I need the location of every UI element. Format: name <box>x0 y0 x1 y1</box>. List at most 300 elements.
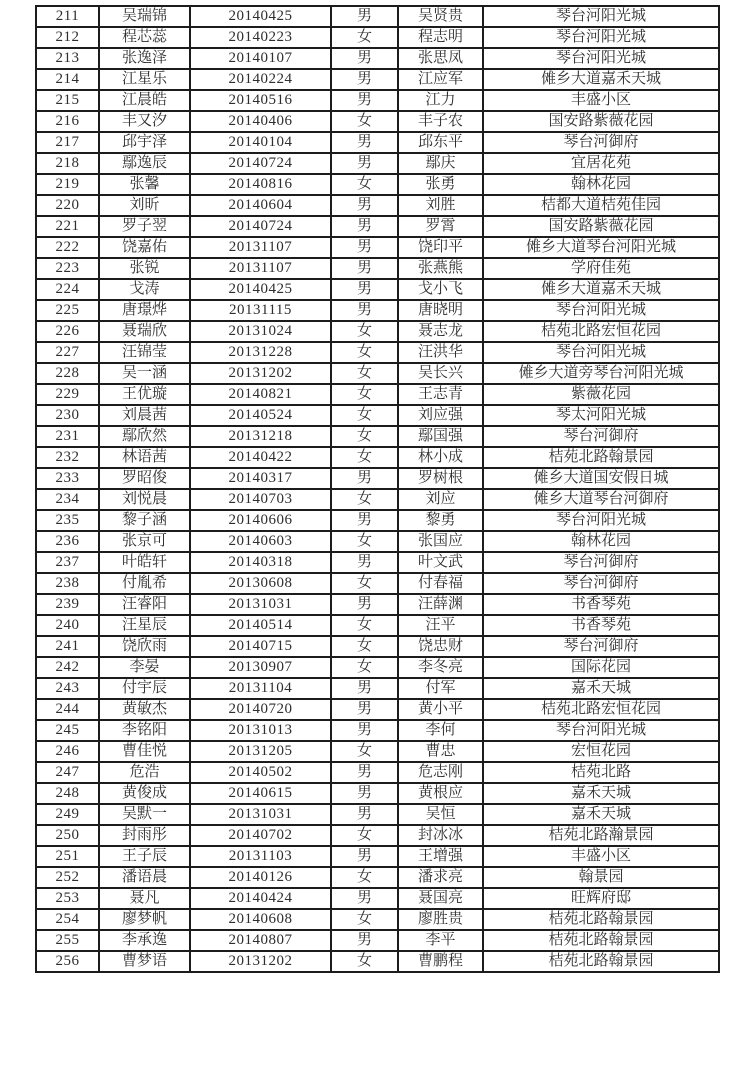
cell-gender: 男 <box>331 720 398 741</box>
cell-name: 叶皓轩 <box>99 552 190 573</box>
table-row <box>36 636 719 657</box>
cell-index: 242 <box>36 657 99 678</box>
cell-name: 吴默一 <box>99 804 190 825</box>
table-row <box>36 699 719 720</box>
cell-name: 王优璇 <box>99 384 190 405</box>
cell-gender: 女 <box>331 825 398 846</box>
cell-gender: 女 <box>331 573 398 594</box>
cell-address: 翰林花园 <box>483 174 719 195</box>
cell-name: 汪星辰 <box>99 615 190 636</box>
cell-address: 琴台河御府 <box>483 573 719 594</box>
cell-birthdate: 20140424 <box>190 888 331 909</box>
cell-name: 李铭阳 <box>99 720 190 741</box>
cell-name: 危浩 <box>99 762 190 783</box>
cell-index: 225 <box>36 300 99 321</box>
cell-birthdate: 20131218 <box>190 426 331 447</box>
cell-guardian: 丰子农 <box>398 111 483 132</box>
cell-guardian: 王志青 <box>398 384 483 405</box>
cell-birthdate: 20131031 <box>190 804 331 825</box>
table-row <box>36 930 719 951</box>
cell-birthdate: 20140524 <box>190 405 331 426</box>
cell-birthdate: 20140224 <box>190 69 331 90</box>
table-row <box>36 174 719 195</box>
cell-gender: 男 <box>331 762 398 783</box>
cell-guardian: 吴恒 <box>398 804 483 825</box>
cell-index: 221 <box>36 216 99 237</box>
cell-name: 程芯蕊 <box>99 27 190 48</box>
cell-gender: 女 <box>331 636 398 657</box>
table-row <box>36 531 719 552</box>
cell-birthdate: 20140608 <box>190 909 331 930</box>
cell-guardian: 戈小飞 <box>398 279 483 300</box>
cell-birthdate: 20140502 <box>190 762 331 783</box>
cell-name: 张京可 <box>99 531 190 552</box>
cell-birthdate: 20130907 <box>190 657 331 678</box>
table-row <box>36 405 719 426</box>
cell-birthdate: 20140514 <box>190 615 331 636</box>
cell-gender: 男 <box>331 132 398 153</box>
cell-birthdate: 20140821 <box>190 384 331 405</box>
table-row <box>36 321 719 342</box>
cell-birthdate: 20131103 <box>190 846 331 867</box>
cell-index: 238 <box>36 573 99 594</box>
cell-guardian: 潘求亮 <box>398 867 483 888</box>
cell-name: 曹梦语 <box>99 951 190 972</box>
cell-guardian: 鄢国强 <box>398 426 483 447</box>
cell-name: 付胤希 <box>99 573 190 594</box>
cell-guardian: 罗霄 <box>398 216 483 237</box>
cell-name: 曹佳悦 <box>99 741 190 762</box>
cell-index: 253 <box>36 888 99 909</box>
cell-name: 封雨彤 <box>99 825 190 846</box>
cell-address: 桔苑北路翰景园 <box>483 930 719 951</box>
cell-index: 246 <box>36 741 99 762</box>
cell-address: 翰林花园 <box>483 531 719 552</box>
cell-guardian: 李平 <box>398 930 483 951</box>
table-row <box>36 426 719 447</box>
cell-birthdate: 20140425 <box>190 279 331 300</box>
cell-index: 211 <box>36 6 99 27</box>
cell-name: 林语茜 <box>99 447 190 468</box>
cell-guardian: 吴长兴 <box>398 363 483 384</box>
cell-address: 傩乡大道旁琴台河阳光城 <box>483 363 719 384</box>
cell-guardian: 曹鹏程 <box>398 951 483 972</box>
cell-gender: 男 <box>331 6 398 27</box>
cell-gender: 男 <box>331 258 398 279</box>
table-row <box>36 762 719 783</box>
cell-index: 234 <box>36 489 99 510</box>
cell-address: 傩乡大道琴台河御府 <box>483 489 719 510</box>
cell-guardian: 罗树根 <box>398 468 483 489</box>
cell-guardian: 黄小平 <box>398 699 483 720</box>
cell-address: 桔都大道桔苑佳园 <box>483 195 719 216</box>
table-row <box>36 384 719 405</box>
cell-name: 饶欣雨 <box>99 636 190 657</box>
cell-name: 罗子翌 <box>99 216 190 237</box>
table-row <box>36 111 719 132</box>
cell-gender: 女 <box>331 426 398 447</box>
cell-index: 226 <box>36 321 99 342</box>
cell-gender: 男 <box>331 783 398 804</box>
cell-index: 255 <box>36 930 99 951</box>
table-row <box>36 615 719 636</box>
cell-index: 235 <box>36 510 99 531</box>
cell-index: 228 <box>36 363 99 384</box>
cell-gender: 男 <box>331 48 398 69</box>
cell-birthdate: 20140317 <box>190 468 331 489</box>
cell-birthdate: 20140615 <box>190 783 331 804</box>
cell-name: 付宇辰 <box>99 678 190 699</box>
cell-address: 傩乡大道嘉禾天城 <box>483 279 719 300</box>
cell-name: 潘语晨 <box>99 867 190 888</box>
cell-gender: 男 <box>331 69 398 90</box>
cell-address: 琴台河阳光城 <box>483 342 719 363</box>
cell-guardian: 张勇 <box>398 174 483 195</box>
cell-guardian: 封冰冰 <box>398 825 483 846</box>
cell-address: 丰盛小区 <box>483 846 719 867</box>
cell-guardian: 李冬亮 <box>398 657 483 678</box>
cell-guardian: 邱东平 <box>398 132 483 153</box>
cell-address: 国际花园 <box>483 657 719 678</box>
cell-gender: 男 <box>331 699 398 720</box>
cell-name: 江星乐 <box>99 69 190 90</box>
cell-address: 书香琴苑 <box>483 615 719 636</box>
cell-birthdate: 20140406 <box>190 111 331 132</box>
cell-birthdate: 20131104 <box>190 678 331 699</box>
cell-name: 鄢欣然 <box>99 426 190 447</box>
cell-index: 232 <box>36 447 99 468</box>
cell-guardian: 刘胜 <box>398 195 483 216</box>
cell-name: 罗昭俊 <box>99 468 190 489</box>
cell-name: 刘晨茜 <box>99 405 190 426</box>
cell-name: 李晏 <box>99 657 190 678</box>
cell-guardian: 刘应强 <box>398 405 483 426</box>
cell-birthdate: 20140606 <box>190 510 331 531</box>
cell-address: 琴太河阳光城 <box>483 405 719 426</box>
cell-guardian: 鄢庆 <box>398 153 483 174</box>
cell-birthdate: 20140104 <box>190 132 331 153</box>
cell-birthdate: 20140107 <box>190 48 331 69</box>
cell-gender: 女 <box>331 657 398 678</box>
cell-address: 宏恒花园 <box>483 741 719 762</box>
cell-address: 桔苑北路翰景园 <box>483 909 719 930</box>
cell-guardian: 程志明 <box>398 27 483 48</box>
table-row <box>36 132 719 153</box>
cell-gender: 男 <box>331 468 398 489</box>
cell-name: 唐璟烨 <box>99 300 190 321</box>
cell-address: 琴台河御府 <box>483 132 719 153</box>
cell-birthdate: 20140604 <box>190 195 331 216</box>
cell-birthdate: 20131107 <box>190 258 331 279</box>
table-row <box>36 573 719 594</box>
cell-birthdate: 20140724 <box>190 153 331 174</box>
cell-guardian: 汪平 <box>398 615 483 636</box>
table-body <box>36 6 719 972</box>
table-row <box>36 489 719 510</box>
cell-index: 217 <box>36 132 99 153</box>
table-row <box>36 594 719 615</box>
cell-address: 丰盛小区 <box>483 90 719 111</box>
cell-index: 216 <box>36 111 99 132</box>
cell-name: 吴一涵 <box>99 363 190 384</box>
cell-name: 张馨 <box>99 174 190 195</box>
table-row <box>36 846 719 867</box>
cell-name: 吴瑞锦 <box>99 6 190 27</box>
cell-index: 215 <box>36 90 99 111</box>
cell-gender: 女 <box>331 531 398 552</box>
cell-gender: 女 <box>331 111 398 132</box>
cell-address: 琴台河御府 <box>483 426 719 447</box>
cell-address: 傩乡大道嘉禾天城 <box>483 69 719 90</box>
cell-index: 214 <box>36 69 99 90</box>
cell-index: 239 <box>36 594 99 615</box>
table-row <box>36 279 719 300</box>
cell-gender: 男 <box>331 237 398 258</box>
cell-name: 王子辰 <box>99 846 190 867</box>
cell-guardian: 聂志龙 <box>398 321 483 342</box>
cell-guardian: 汪洪华 <box>398 342 483 363</box>
cell-guardian: 吴贤贵 <box>398 6 483 27</box>
table-row <box>36 888 719 909</box>
cell-guardian: 王增强 <box>398 846 483 867</box>
cell-birthdate: 20140724 <box>190 216 331 237</box>
cell-gender: 女 <box>331 342 398 363</box>
cell-name: 刘悦晨 <box>99 489 190 510</box>
table-row <box>36 951 719 972</box>
cell-index: 249 <box>36 804 99 825</box>
cell-birthdate: 20140720 <box>190 699 331 720</box>
cell-index: 222 <box>36 237 99 258</box>
cell-index: 233 <box>36 468 99 489</box>
cell-index: 247 <box>36 762 99 783</box>
cell-gender: 男 <box>331 300 398 321</box>
cell-gender: 女 <box>331 951 398 972</box>
cell-gender: 男 <box>331 804 398 825</box>
cell-address: 桔苑北路宏恒花园 <box>483 321 719 342</box>
cell-address: 琴台河阳光城 <box>483 720 719 741</box>
cell-gender: 男 <box>331 846 398 867</box>
cell-birthdate: 20140126 <box>190 867 331 888</box>
cell-address: 翰景园 <box>483 867 719 888</box>
cell-birthdate: 20140516 <box>190 90 331 111</box>
table-row <box>36 48 719 69</box>
cell-name: 黄敏杰 <box>99 699 190 720</box>
cell-gender: 女 <box>331 447 398 468</box>
cell-address: 国安路紫薇花园 <box>483 111 719 132</box>
table-row <box>36 258 719 279</box>
table-row <box>36 804 719 825</box>
table-row <box>36 363 719 384</box>
table-row <box>36 468 719 489</box>
cell-address: 嘉禾天城 <box>483 678 719 699</box>
cell-address: 宜居花苑 <box>483 153 719 174</box>
cell-index: 250 <box>36 825 99 846</box>
cell-birthdate: 20140702 <box>190 825 331 846</box>
cell-guardian: 叶文武 <box>398 552 483 573</box>
cell-name: 廖梦帆 <box>99 909 190 930</box>
cell-gender: 男 <box>331 279 398 300</box>
cell-guardian: 张国应 <box>398 531 483 552</box>
cell-gender: 女 <box>331 174 398 195</box>
cell-address: 国安路紫薇花园 <box>483 216 719 237</box>
cell-address: 傩乡大道国安假日城 <box>483 468 719 489</box>
cell-address: 琴台河御府 <box>483 636 719 657</box>
cell-name: 戈涛 <box>99 279 190 300</box>
table-row <box>36 237 719 258</box>
cell-guardian: 黄根应 <box>398 783 483 804</box>
cell-birthdate: 20131031 <box>190 594 331 615</box>
table-row <box>36 216 719 237</box>
cell-address: 琴台河阳光城 <box>483 48 719 69</box>
cell-birthdate: 20131107 <box>190 237 331 258</box>
cell-address: 旺辉府邸 <box>483 888 719 909</box>
table-row <box>36 195 719 216</box>
cell-index: 231 <box>36 426 99 447</box>
cell-birthdate: 20130608 <box>190 573 331 594</box>
student-roster-table <box>35 5 720 973</box>
cell-guardian: 危志刚 <box>398 762 483 783</box>
cell-name: 张锐 <box>99 258 190 279</box>
table-row <box>36 90 719 111</box>
cell-address: 琴台河阳光城 <box>483 27 719 48</box>
table-row <box>36 909 719 930</box>
table-row <box>36 153 719 174</box>
cell-address: 桔苑北路 <box>483 762 719 783</box>
cell-gender: 女 <box>331 909 398 930</box>
cell-gender: 男 <box>331 90 398 111</box>
cell-address: 琴台河阳光城 <box>483 510 719 531</box>
cell-address: 桔苑北路宏恒花园 <box>483 699 719 720</box>
table-row <box>36 27 719 48</box>
cell-index: 229 <box>36 384 99 405</box>
cell-birthdate: 20131115 <box>190 300 331 321</box>
cell-address: 傩乡大道琴台河阳光城 <box>483 237 719 258</box>
cell-name: 江晨皓 <box>99 90 190 111</box>
cell-guardian: 聂国亮 <box>398 888 483 909</box>
cell-index: 244 <box>36 699 99 720</box>
cell-guardian: 付军 <box>398 678 483 699</box>
cell-birthdate: 20140816 <box>190 174 331 195</box>
table-row <box>36 741 719 762</box>
cell-address: 书香琴苑 <box>483 594 719 615</box>
cell-guardian: 江应军 <box>398 69 483 90</box>
cell-birthdate: 20131228 <box>190 342 331 363</box>
cell-index: 248 <box>36 783 99 804</box>
cell-name: 丰又汐 <box>99 111 190 132</box>
cell-index: 243 <box>36 678 99 699</box>
cell-index: 213 <box>36 48 99 69</box>
cell-name: 黄俊成 <box>99 783 190 804</box>
table-row <box>36 342 719 363</box>
cell-index: 256 <box>36 951 99 972</box>
cell-index: 240 <box>36 615 99 636</box>
cell-name: 鄢逸辰 <box>99 153 190 174</box>
cell-guardian: 饶忠财 <box>398 636 483 657</box>
cell-index: 230 <box>36 405 99 426</box>
cell-index: 254 <box>36 909 99 930</box>
cell-address: 嘉禾天城 <box>483 804 719 825</box>
cell-index: 212 <box>36 27 99 48</box>
cell-gender: 女 <box>331 867 398 888</box>
cell-name: 汪锦莹 <box>99 342 190 363</box>
cell-guardian: 唐晓明 <box>398 300 483 321</box>
cell-gender: 男 <box>331 930 398 951</box>
cell-address: 琴台河阳光城 <box>483 6 719 27</box>
cell-gender: 男 <box>331 510 398 531</box>
cell-index: 245 <box>36 720 99 741</box>
cell-gender: 女 <box>331 405 398 426</box>
table-row <box>36 447 719 468</box>
cell-gender: 女 <box>331 615 398 636</box>
cell-index: 241 <box>36 636 99 657</box>
cell-guardian: 刘应 <box>398 489 483 510</box>
cell-gender: 男 <box>331 888 398 909</box>
cell-address: 琴台河阳光城 <box>483 300 719 321</box>
table-row <box>36 825 719 846</box>
table-row <box>36 720 719 741</box>
cell-address: 紫薇花园 <box>483 384 719 405</box>
cell-name: 聂瑞欣 <box>99 321 190 342</box>
cell-address: 桔苑北路翰景园 <box>483 447 719 468</box>
cell-index: 219 <box>36 174 99 195</box>
table-row <box>36 552 719 573</box>
cell-guardian: 饶印平 <box>398 237 483 258</box>
cell-birthdate: 20140223 <box>190 27 331 48</box>
cell-guardian: 江力 <box>398 90 483 111</box>
cell-birthdate: 20131202 <box>190 363 331 384</box>
cell-guardian: 廖胜贵 <box>398 909 483 930</box>
cell-birthdate: 20131024 <box>190 321 331 342</box>
cell-gender: 男 <box>331 195 398 216</box>
cell-gender: 女 <box>331 384 398 405</box>
cell-name: 邱宇泽 <box>99 132 190 153</box>
cell-gender: 男 <box>331 678 398 699</box>
table-row <box>36 300 719 321</box>
cell-gender: 男 <box>331 552 398 573</box>
cell-birthdate: 20140715 <box>190 636 331 657</box>
cell-gender: 女 <box>331 321 398 342</box>
table-row <box>36 657 719 678</box>
cell-birthdate: 20131205 <box>190 741 331 762</box>
cell-index: 218 <box>36 153 99 174</box>
cell-gender: 女 <box>331 363 398 384</box>
cell-address: 桔苑北路翰景园 <box>483 951 719 972</box>
cell-address: 桔苑北路瀚景园 <box>483 825 719 846</box>
cell-index: 251 <box>36 846 99 867</box>
cell-name: 张逸泽 <box>99 48 190 69</box>
cell-guardian: 张燕熊 <box>398 258 483 279</box>
cell-gender: 男 <box>331 153 398 174</box>
cell-birthdate: 20140807 <box>190 930 331 951</box>
cell-address: 琴台河御府 <box>483 552 719 573</box>
cell-guardian: 李何 <box>398 720 483 741</box>
cell-birthdate: 20131013 <box>190 720 331 741</box>
cell-name: 聂凡 <box>99 888 190 909</box>
table-row <box>36 6 719 27</box>
cell-gender: 女 <box>331 27 398 48</box>
cell-name: 饶嘉佑 <box>99 237 190 258</box>
table-row <box>36 69 719 90</box>
cell-index: 236 <box>36 531 99 552</box>
cell-gender: 女 <box>331 489 398 510</box>
cell-gender: 女 <box>331 741 398 762</box>
cell-index: 227 <box>36 342 99 363</box>
cell-guardian: 付春福 <box>398 573 483 594</box>
cell-birthdate: 20140422 <box>190 447 331 468</box>
cell-birthdate: 20140318 <box>190 552 331 573</box>
cell-index: 223 <box>36 258 99 279</box>
cell-name: 汪睿阳 <box>99 594 190 615</box>
